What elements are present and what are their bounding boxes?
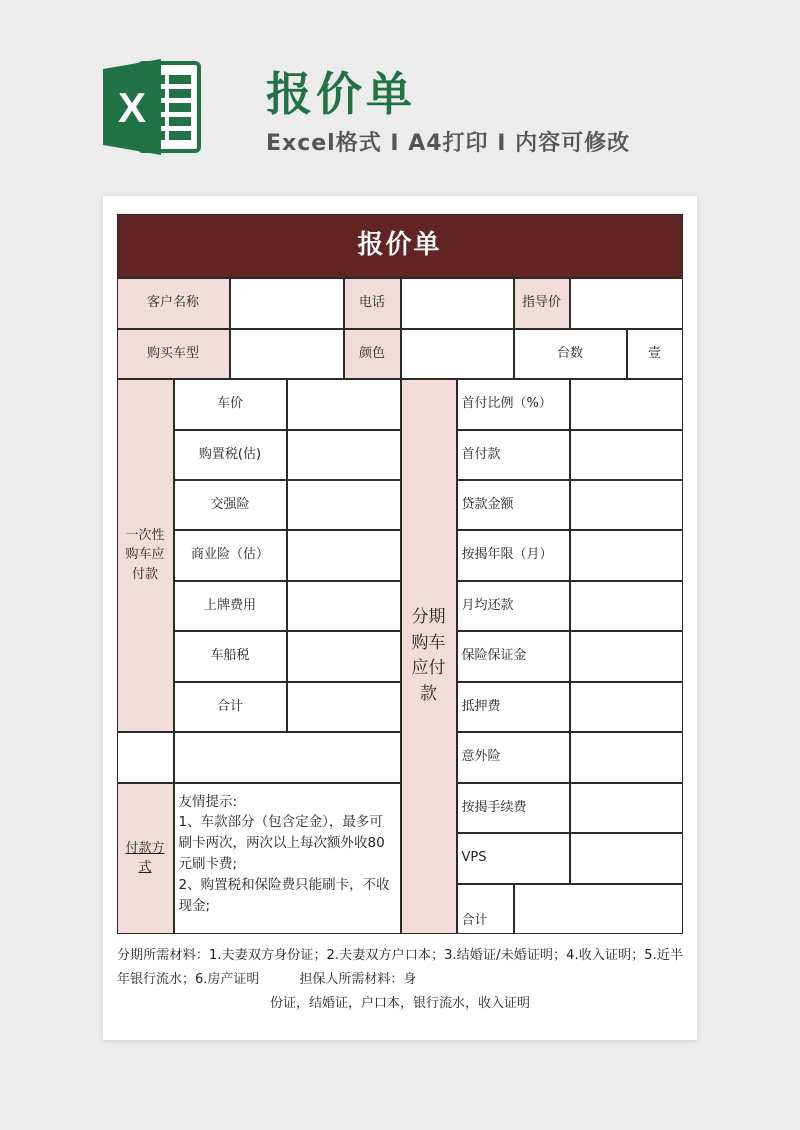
insurance-deposit-field[interactable] (570, 631, 683, 682)
purchase-tax-field[interactable] (287, 430, 401, 480)
accident-insurance-label: 意外险 (457, 732, 570, 783)
down-payment-ratio-field[interactable] (570, 379, 683, 430)
accident-insurance-field[interactable] (570, 732, 683, 783)
phone-field[interactable] (401, 278, 514, 329)
loan-handling-fee-label: 按揭手续费 (457, 783, 570, 833)
guarantor-materials-text-a: 担保人所需材料：身 (299, 972, 417, 987)
loan-term-field[interactable] (570, 530, 683, 581)
car-price-label: 车价 (174, 379, 287, 430)
logo-letter: X (117, 84, 147, 131)
one-time-total-label: 合计 (174, 682, 287, 732)
vps-field[interactable] (570, 833, 683, 884)
guide-price-field[interactable] (570, 278, 683, 329)
commercial-insurance-label: 商业险（估） (174, 530, 287, 581)
blank-cell[interactable] (117, 732, 174, 783)
loan-handling-fee-field[interactable] (570, 783, 683, 833)
payment-method-label (117, 783, 174, 934)
notes-line-1: 1、车款部分（包含定金），最多可刷卡两次，两次以上每次额外收80元刷卡费; (178, 814, 385, 873)
down-payment-ratio-label: 首付比例（%） (457, 379, 570, 430)
installment-payment-label: 分期购车应付款 (401, 379, 457, 934)
insurance-deposit-label: 保险保证金 (457, 631, 570, 682)
guarantor-materials-text-b: 份证，结婚证，户口本，银行流水，收入证明 (269, 996, 530, 1011)
page-title: 报价单 (266, 67, 416, 121)
installment-total-field[interactable] (514, 884, 683, 934)
loan-amount-field[interactable] (570, 480, 683, 530)
required-materials-note (117, 944, 683, 1016)
payment-method-text: 付款方式 (125, 840, 165, 875)
phone-label: 电话 (344, 278, 401, 329)
installment-materials-text: 分期所需材料：1.夫妻双方身份证；2.夫妻双方户口本；3.结婚证/未婚证明；4.收入证明；5.近半年银行流水；6.房产证明 (117, 948, 683, 987)
mortgage-fee-field[interactable] (570, 682, 683, 732)
registration-fee-label: 上牌费用 (174, 581, 287, 631)
monthly-payment-label: 月均还款 (457, 581, 570, 631)
down-payment-label: 首付款 (457, 430, 570, 480)
customer-name-label: 客户名称 (117, 278, 230, 329)
quote-table (117, 214, 683, 934)
mortgage-fee-label: 抵押费 (457, 682, 570, 732)
registration-fee-field[interactable] (287, 581, 401, 631)
car-price-field[interactable] (287, 379, 401, 430)
vps-label: VPS (457, 833, 570, 884)
guide-price-label: 指导价 (514, 278, 570, 329)
vehicle-tax-field[interactable] (287, 631, 401, 682)
notes-heading: 友情提示: (178, 793, 238, 810)
notes-line-2: 2、购置税和保险费只能刷卡，不收现金; (178, 877, 390, 915)
down-payment-field[interactable] (570, 430, 683, 480)
table-title: 报价单 (117, 214, 683, 278)
compulsory-insurance-field[interactable] (287, 480, 401, 530)
monthly-payment-field[interactable] (570, 581, 683, 631)
purchase-tax-label: 购置税(估) (174, 430, 287, 480)
loan-term-label: 按揭年限（月） (457, 530, 570, 581)
quantity-label: 台数 (514, 329, 627, 379)
blank-cell[interactable] (174, 732, 401, 783)
compulsory-insurance-label: 交强险 (174, 480, 287, 530)
one-time-total-field[interactable] (287, 682, 401, 732)
color-field[interactable] (401, 329, 514, 379)
one-time-payment-label: 一次性购车应付款 (117, 379, 174, 732)
customer-name-field[interactable] (230, 278, 344, 329)
vehicle-tax-label: 车船税 (174, 631, 287, 682)
payment-notes (174, 783, 401, 934)
color-label: 颜色 (344, 329, 401, 379)
excel-logo-icon (103, 57, 203, 157)
installment-total-label: 合计 (457, 884, 514, 934)
quantity-field[interactable]: 壹 (627, 329, 683, 379)
commercial-insurance-field[interactable] (287, 530, 401, 581)
page-subtitle: Excel格式 I A4打印 I 内容可修改 (266, 131, 631, 156)
car-model-field[interactable] (230, 329, 344, 379)
car-model-label: 购买车型 (117, 329, 230, 379)
loan-amount-label: 贷款金额 (457, 480, 570, 530)
